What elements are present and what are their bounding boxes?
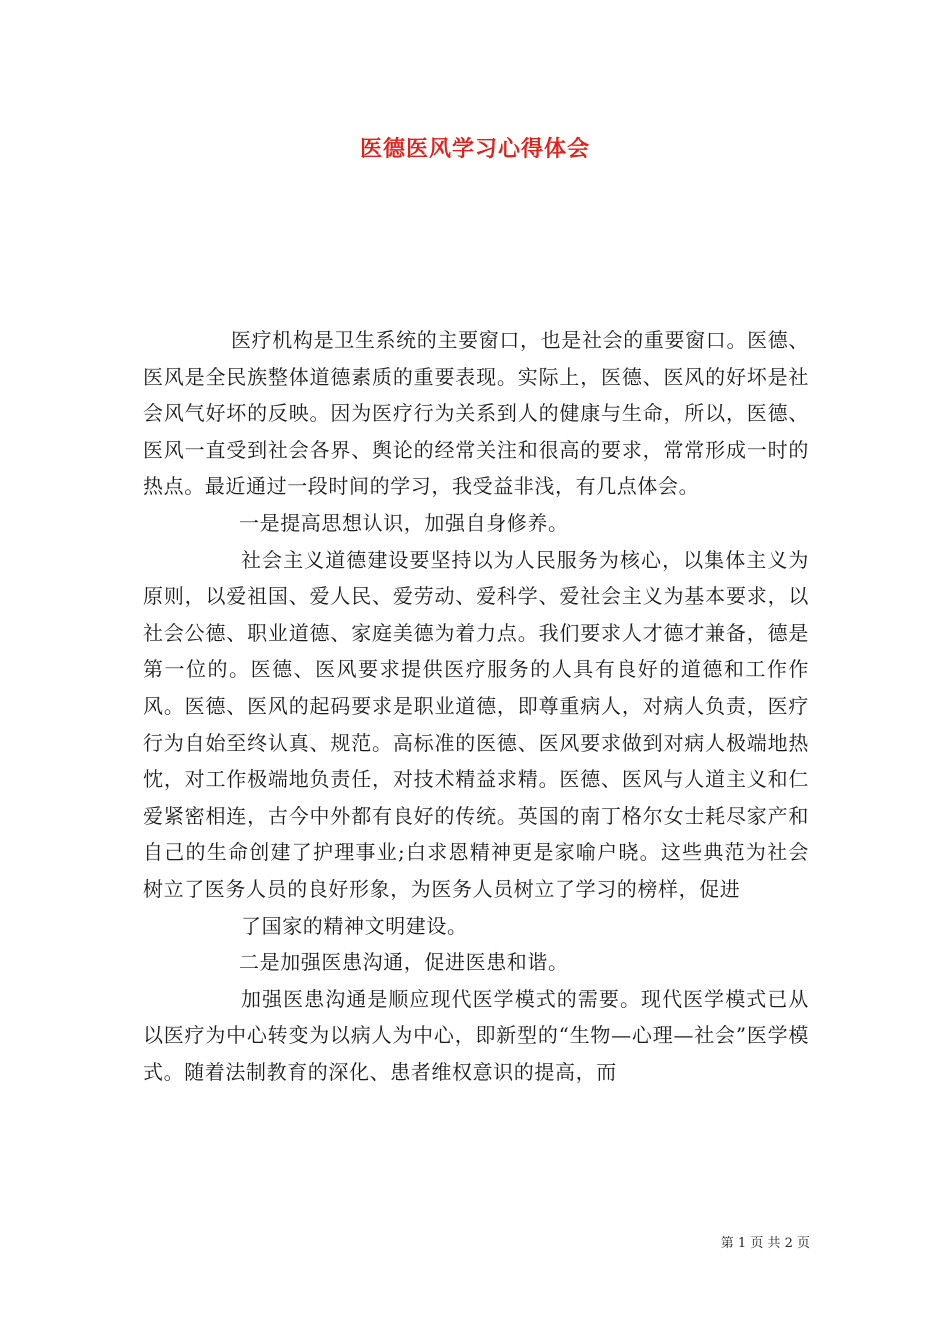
document-body (143, 322, 809, 1090)
paragraph-section-2: 加强医患沟通是顺应现代医学模式的需要。现代医学模式已从以医疗为中心转变为以病人为中心，即新型的“生物—心理—社会”医学模式。随着法制教育的深化、患者维权意识的提高，而 (143, 986, 809, 1084)
page-number-footer: 第 1 页 共 2 页 (720, 1236, 810, 1251)
paragraph-intro: 医疗机构是卫生系统的主要窗口，也是社会的重要窗口。医德、医风是全民族整体道德素质的重要表现。实际上，医德、医风的好坏是社会风气好坏的反映。因为医疗行为关系到人的健康与生命，所以，医德、医风一直受到社会各界、舆论的经常关注和很高的要求，常常形成一时的热点。最近通过一段时间的学习，我受益非浅，有几点体会。 (143, 328, 809, 499)
paragraph-section-1-continued: 了国家的精神文明建设。 (241, 913, 468, 938)
section-heading-2: 二是加强医患沟通，促进医患和谐。 (239, 950, 569, 975)
document-title: 医德医风学习心得体会 (359, 136, 590, 162)
section-heading-1: 一是提高思想认识，加强自身修养。 (239, 510, 569, 535)
paragraph-section-1: 社会主义道德建设要坚持以为人民服务为核心，以集体主义为原则，以爱祖国、爱人民、爱劳动、爱科学、爱社会主义为基本要求，以社会公德、职业道德、家庭美德为着力点。我们要求人才德才兼备，德是第一位的。医德、医风要求提供医疗服务的人具有良好的道德和工作作风。医德、医风的起码要求是职业道德，即尊重病人，对病人负责，医疗行为自始至终认真、规范。高标准的医德、医风要求做到对病人极端地热忱，对工作极端地负责任，对技术精益求精。医德、医风与人道主义和仁爱紧密相连，古今中外都有良好的传统。英国的南丁格尔女士耗尽家产和自己的生命创建了护理事业;白求恩精神更是家喻户晓。这些典范为社会树立了医务人员的良好形象，为医务人员树立了学习的榜样，促进 (143, 547, 809, 901)
